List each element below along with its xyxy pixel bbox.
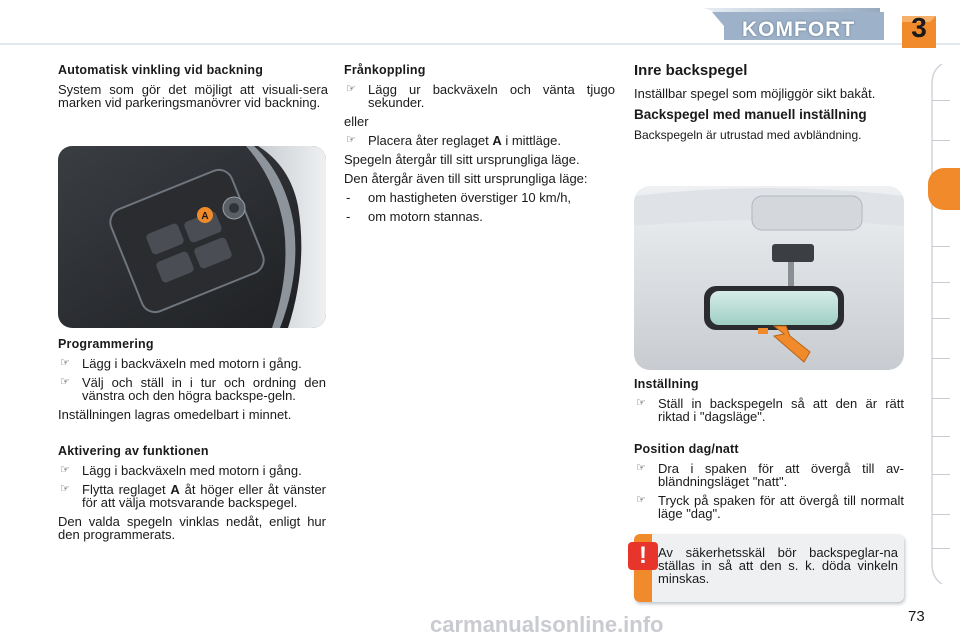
tab-marker bbox=[932, 100, 950, 101]
paragraph: System som gör det möjligt att visuali-sera marken vid parkeringsmanövrer vid backning. bbox=[58, 82, 328, 110]
paragraph: Backspegeln är utrustad med avbländning. bbox=[634, 128, 862, 142]
tab-marker bbox=[932, 548, 950, 549]
section-heading: Inställning bbox=[634, 377, 699, 391]
bullet-item: ☞ Lägg i backväxeln med motorn i gång. bbox=[60, 356, 302, 371]
warning-text: Av säkerhetsskäl bör backspeglar-na ställas in så att den s. k. döda vinkeln minskas. bbox=[658, 545, 898, 586]
tab-marker bbox=[932, 398, 950, 399]
door-switch-photo bbox=[58, 146, 326, 328]
tab-marker bbox=[932, 358, 950, 359]
bullet-icon: ☞ bbox=[636, 462, 646, 474]
tab-marker bbox=[932, 436, 950, 437]
bullet-item: ☞ Välj och ställ in i tur och ordning den vänstra och den högra backspe-geln. bbox=[60, 375, 326, 403]
bullet-icon: ☞ bbox=[60, 464, 70, 476]
middle-column bbox=[344, 64, 615, 229]
bullet-item: ☞ Ställ in backspegeln så att den är rätt riktad i "dagsläge". bbox=[636, 396, 904, 424]
bullet-item: ☞ Placera åter reglaget A i mittläge. bbox=[346, 133, 561, 148]
bullet-icon: ☞ bbox=[60, 357, 70, 369]
bullet-item: ☞ Flytta reglaget A åt höger eller åt vänster för att välja motsvarande backspegel. bbox=[60, 482, 327, 510]
rear-mirror-photo bbox=[634, 186, 904, 370]
tab-marker bbox=[932, 318, 950, 319]
right-column-bottom bbox=[634, 378, 904, 526]
paragraph: Spegeln återgår till sitt ursprungliga läge. bbox=[344, 152, 580, 167]
bullet-item: ☞ Tryck på spaken för att övergå till normalt läge "dag". bbox=[636, 493, 904, 521]
bullet-icon: ☞ bbox=[636, 494, 646, 506]
section-heading: Automatisk vinkling vid backning bbox=[58, 63, 264, 77]
paragraph: Den valda spegeln vinklas nedåt, enligt hur den programmerats. bbox=[58, 514, 326, 542]
paragraph: Den återgår även till sitt ursprungliga läge: bbox=[344, 171, 588, 186]
tab-marker bbox=[932, 474, 950, 475]
right-column-top bbox=[634, 64, 904, 148]
bullet-icon: ☞ bbox=[60, 376, 70, 388]
photo-callout-a: A bbox=[201, 211, 209, 222]
tab-marker bbox=[932, 514, 950, 515]
chapter-tabs bbox=[928, 64, 960, 584]
section-heading: Aktivering av funktionen bbox=[58, 444, 209, 458]
bullet-item: ☞ Dra i spaken för att övergå till av-bländningsläget "natt". bbox=[636, 461, 904, 489]
dash-item: - om hastigheten överstiger 10 km/h, bbox=[346, 190, 572, 205]
warning-icon: ! bbox=[628, 542, 658, 570]
paragraph: Inställbar spegel som möjliggör sikt bakåt. bbox=[634, 86, 876, 101]
paragraph: eller bbox=[344, 114, 369, 129]
left-column-top bbox=[58, 64, 328, 115]
bullet-icon: ☞ bbox=[636, 397, 646, 409]
bullet-icon: ☞ bbox=[60, 483, 70, 495]
tab-marker bbox=[932, 282, 950, 283]
chapter-number: 3 bbox=[911, 12, 927, 43]
section-heading: Inre backspegel bbox=[634, 62, 748, 79]
section-heading: Programmering bbox=[58, 337, 154, 351]
tab-active[interactable] bbox=[928, 168, 960, 210]
section-heading: Frånkoppling bbox=[344, 63, 426, 77]
tab-marker bbox=[932, 246, 950, 247]
section-heading: Position dag/natt bbox=[634, 442, 739, 456]
paragraph: Inställningen lagras omedelbart i minnet. bbox=[58, 407, 292, 422]
left-column-bottom bbox=[58, 338, 326, 547]
page-number: 73 bbox=[908, 608, 925, 625]
bullet-icon: ☞ bbox=[346, 83, 356, 95]
page-title: KOMFORT bbox=[742, 18, 856, 41]
bullet-icon: ☞ bbox=[346, 134, 356, 146]
dash-item: - om motorn stannas. bbox=[346, 209, 483, 224]
bullet-item: ☞ Lägg i backväxeln med motorn i gång. bbox=[60, 463, 302, 478]
watermark: carmanualsonline.info bbox=[430, 612, 664, 637]
bullet-item: ☞ Lägg ur backväxeln och vänta tjugo sekunder. bbox=[346, 82, 615, 110]
subsection-heading: Backspegel med manuell inställning bbox=[634, 107, 867, 122]
tab-marker bbox=[932, 140, 950, 141]
